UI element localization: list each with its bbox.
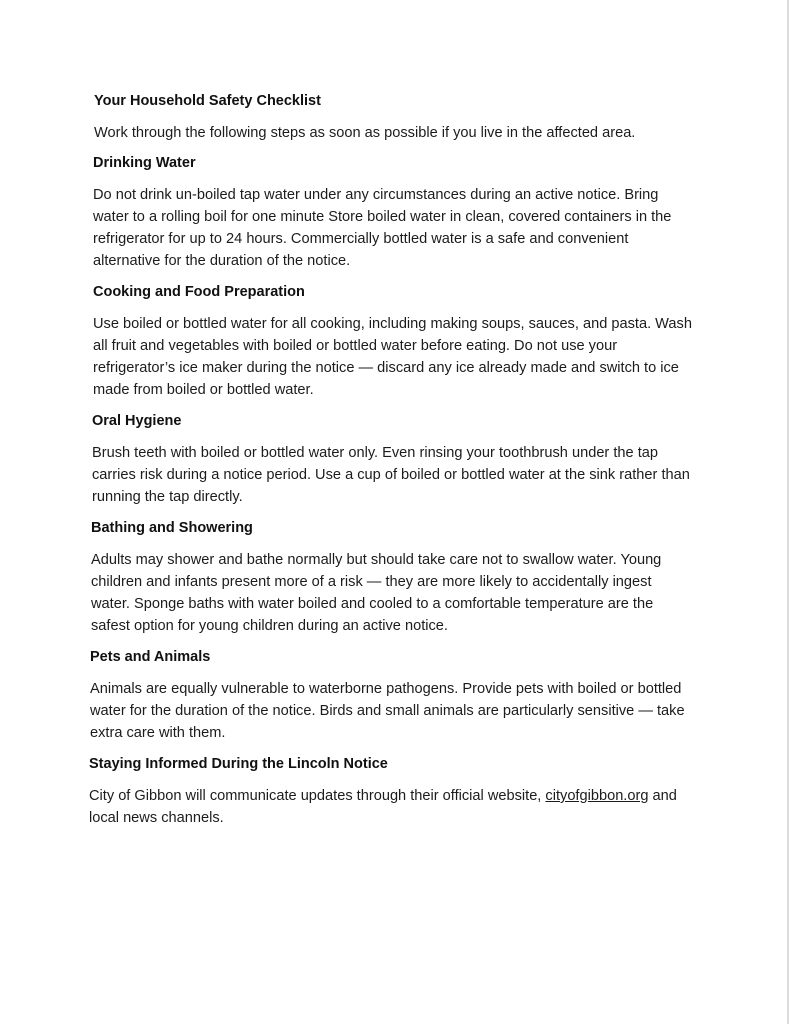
website-link[interactable]: cityofgibbon.org bbox=[545, 788, 649, 804]
section-body: Animals are equally vulnerable to waterborne pathogens. Provide pets with boiled or bottled water for the duration of the notice. Birds and small animals are particularly sensitive — take extra care with them. bbox=[90, 681, 685, 741]
section-bathing bbox=[91, 518, 691, 637]
section-pets bbox=[90, 647, 690, 744]
body-text-before-link: City of Gibbon will communicate updates through their official website, bbox=[89, 788, 546, 804]
section-oral-hygiene bbox=[92, 411, 692, 508]
section-heading: Pets and Animals bbox=[90, 649, 211, 665]
section-heading: Bathing and Showering bbox=[91, 520, 253, 536]
section-body bbox=[89, 785, 689, 829]
section-cooking bbox=[93, 282, 693, 401]
document-title: Your Household Safety Checklist bbox=[94, 93, 321, 109]
section-heading: Drinking Water bbox=[93, 155, 196, 171]
section-body: Brush teeth with boiled or bottled water only. Even rinsing your toothbrush under the tap carries risk during a notice period. Use a cup of boiled or bottled water at the sink rather than running the tap directly. bbox=[92, 445, 690, 505]
intro-paragraph: Work through the following steps as soon as possible if you live in the affected area. bbox=[94, 125, 636, 141]
page-edge-line bbox=[787, 0, 789, 1024]
section-heading: Oral Hygiene bbox=[92, 413, 182, 429]
section-heading: Cooking and Food Preparation bbox=[93, 284, 305, 300]
section-body: Use boiled or bottled water for all cooking, including making soups, sauces, and pasta. Wash all fruit and vegetables with boiled or bottled water before eating. Do not use your refrigerator’s ice maker during the notice — discard any ice already made and switch to ice made from boiled or bottled water. bbox=[93, 316, 692, 398]
section-drinking-water bbox=[93, 153, 693, 272]
section-body: Adults may shower and bathe normally but should take care not to swallow water. Young children and infants present more of a risk — they are more likely to accidentally ingest water. Sponge baths with water boiled and cooled to a comfortable temperature are the safest option for young children during an active notice. bbox=[91, 552, 662, 634]
section-body: Do not drink un-boiled tap water under any circumstances during an active notice. Bring water to a rolling boil for one minute Store boiled water in clean, covered containers in the refrigerator for up to 24 hours. Commercially bottled water is a safe and convenient alternative for the duration of the notice. bbox=[93, 187, 672, 269]
body-text-after-link: and local news channels. bbox=[89, 788, 677, 826]
section-staying-informed bbox=[89, 754, 689, 829]
section-heading: Staying Informed During the Lincoln Notice bbox=[89, 756, 388, 772]
document-content bbox=[89, 91, 693, 839]
